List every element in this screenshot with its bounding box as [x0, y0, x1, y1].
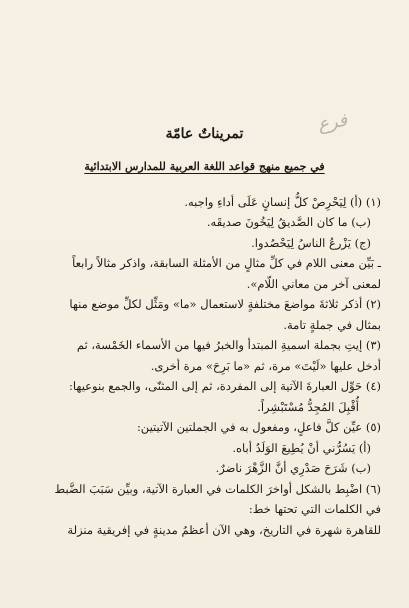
- text-line: بمثال في جملةٍ تامة.: [283, 317, 381, 332]
- text-line: للقاهرة شهرة في التاريخ، وهي الآن أعظمُ مدينةٍ في إفريقية منزلة: [67, 522, 381, 537]
- text-line: (٤) حَوِّل العبارةَ الآتية إلى المفردة، ثم إلى المثنّى، والجمع بنوعيها:: [69, 379, 381, 394]
- page-title: تمريناتٌ عامّة: [165, 126, 244, 142]
- text-line: ـ بَيِّن معنى اللام في كلِّ مثالٍ من الأمثلة السابقة، واذكر مثالاً رابعاً: [72, 256, 381, 271]
- text-line: (٥) عيِّن كلَّ فاعلٍ، ومفعول به في الجملتين الآتيتين:: [136, 420, 381, 435]
- text-line: (ج) يَزْرعُ الناسُ لِيَحْصُدوا.: [251, 235, 371, 250]
- exercise-body: [38, 192, 381, 540]
- text-line: (ب) شَرَحَ صَدْرِي أنَّ الزَّهْرَ ناضرٌ.: [215, 461, 371, 476]
- text-line: (٣) إيتِ بجملة اسميةِ المبتدأ والخبرُ فيها من الأسماء الخَمْسة، ثم: [76, 338, 381, 353]
- text-line: لمعنى آخر من معاني اللّام».: [246, 276, 381, 291]
- text-line: أُقْبِلَ المُجِدُّ مُسْتَبْشِراً.: [257, 399, 359, 414]
- text-line: (٢) أذكر ثلاثةَ مواضعَ مختلفةٍ لاستعمال «ما» ومَثِّل لكلِّ موضع منها: [69, 297, 381, 312]
- text-line: (ب) ما كان الصَّديقُ لِيَخُونَ صديقَه.: [206, 215, 371, 230]
- text-line: (١) (أ) لِيَحْرِصْ كلُّ إنسانٍ عَلَى أداءِ واجبه.: [184, 195, 381, 209]
- text-line: (٦) اضْبِط بالشكل أواخرَ الكلمات في العبارة الآتية، وبيِّن سَبَبَ الضَّبط: [54, 481, 381, 496]
- page-subtitle: في جميع منهج قواعد اللغة العربية للمدارس الابتدائية: [84, 160, 325, 173]
- text-line: في الكلمات التي تحتها خط:: [248, 502, 381, 517]
- handwritten-note: فرع: [316, 109, 349, 136]
- text-line: (أ) يَسُرُّني أنْ يُطِيعَ الوَلَدُ أباه.: [232, 440, 371, 455]
- text-line: أدخل عليها «لَيْتَ» مرة، ثم «ما بَرِحَ» مرة أخرى.: [150, 358, 381, 373]
